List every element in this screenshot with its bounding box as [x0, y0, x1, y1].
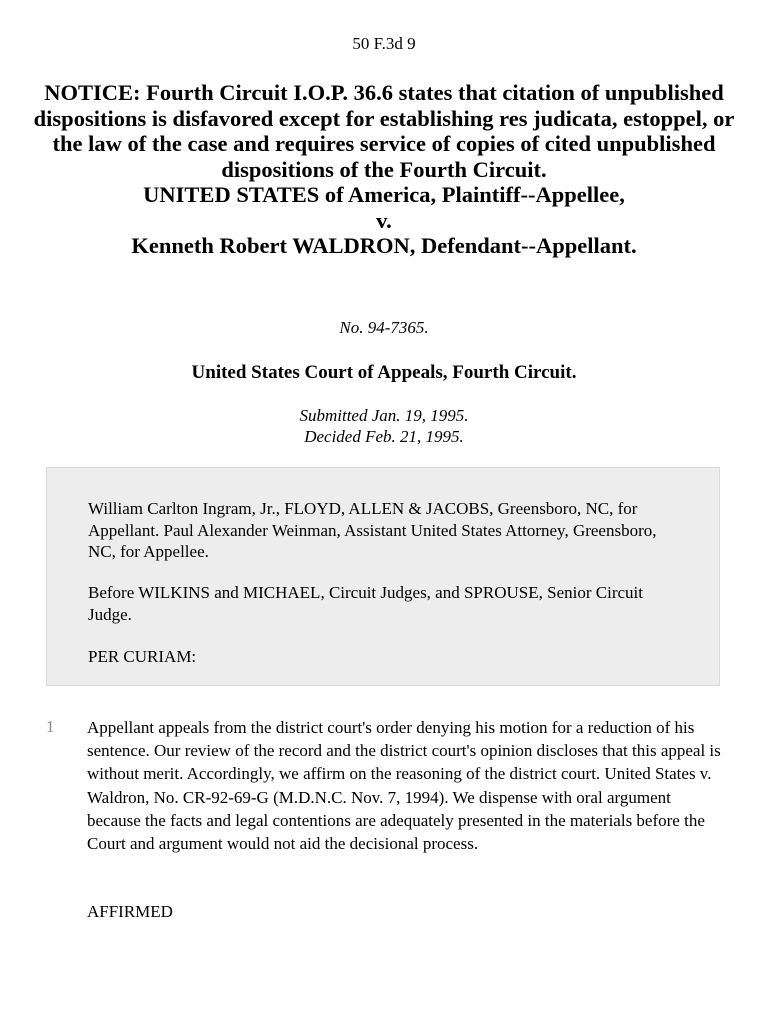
judges-panel: Before WILKINS and MICHAEL, Circuit Judges, and SPROUSE, Senior Circuit Judge.: [88, 583, 643, 624]
counsel-listing: William Carlton Ingram, Jr., FLOYD, ALLEN & JACOBS, Greensboro, NC, for Appellant. Paul Alexander Weinman, Assistant United States Attorney, Greensboro, NC, for Appellee.: [88, 499, 657, 561]
defendant-line: Kenneth Robert WALDRON, Defendant--Appellant.: [131, 233, 637, 258]
plaintiff-line: UNITED STATES of America, Plaintiff--Appellee,: [143, 182, 625, 207]
paragraph-number: 1: [46, 717, 55, 736]
notice-text: NOTICE: Fourth Circuit I.O.P. 36.6 states that citation of unpublished dispositions is disfavored except for establishing res judicata, estoppel, or the law of the case and requires service of copies of cited unpublished dispositions of the Fourth Circuit.: [33, 80, 735, 182]
per-curiam-label: PER CURIAM:: [88, 647, 197, 666]
counsel-panel-box: [46, 467, 720, 686]
case-dates: [0, 405, 768, 447]
docket-number: No. 94-7365.: [339, 318, 429, 337]
disposition: AFFIRMED: [87, 902, 173, 921]
court-name: United States Court of Appeals, Fourth Circuit.: [191, 362, 577, 383]
reporter-citation: 50 F.3d 9: [352, 34, 416, 53]
versus-line: v.: [376, 207, 392, 233]
decided-date: Decided Feb. 21, 1995.: [304, 427, 464, 446]
opinion-paragraph: Appellant appeals from the district court's order denying his motion for a reduction of his sentence. Our review of the record and the district court's opinion discloses that this appeal is without merit. Accordingly, we affirm on the reasoning of the district court. United States v. Waldron, No. CR-92-69-G (M.D.N.C. Nov. 7, 1994). We dispense with oral argument because the facts and legal contentions are adequately presented in the materials before the Court and argument would not aid the decisional process.: [87, 718, 721, 854]
submitted-date: Submitted Jan. 19, 1995.: [299, 406, 469, 425]
case-caption: [30, 80, 738, 259]
